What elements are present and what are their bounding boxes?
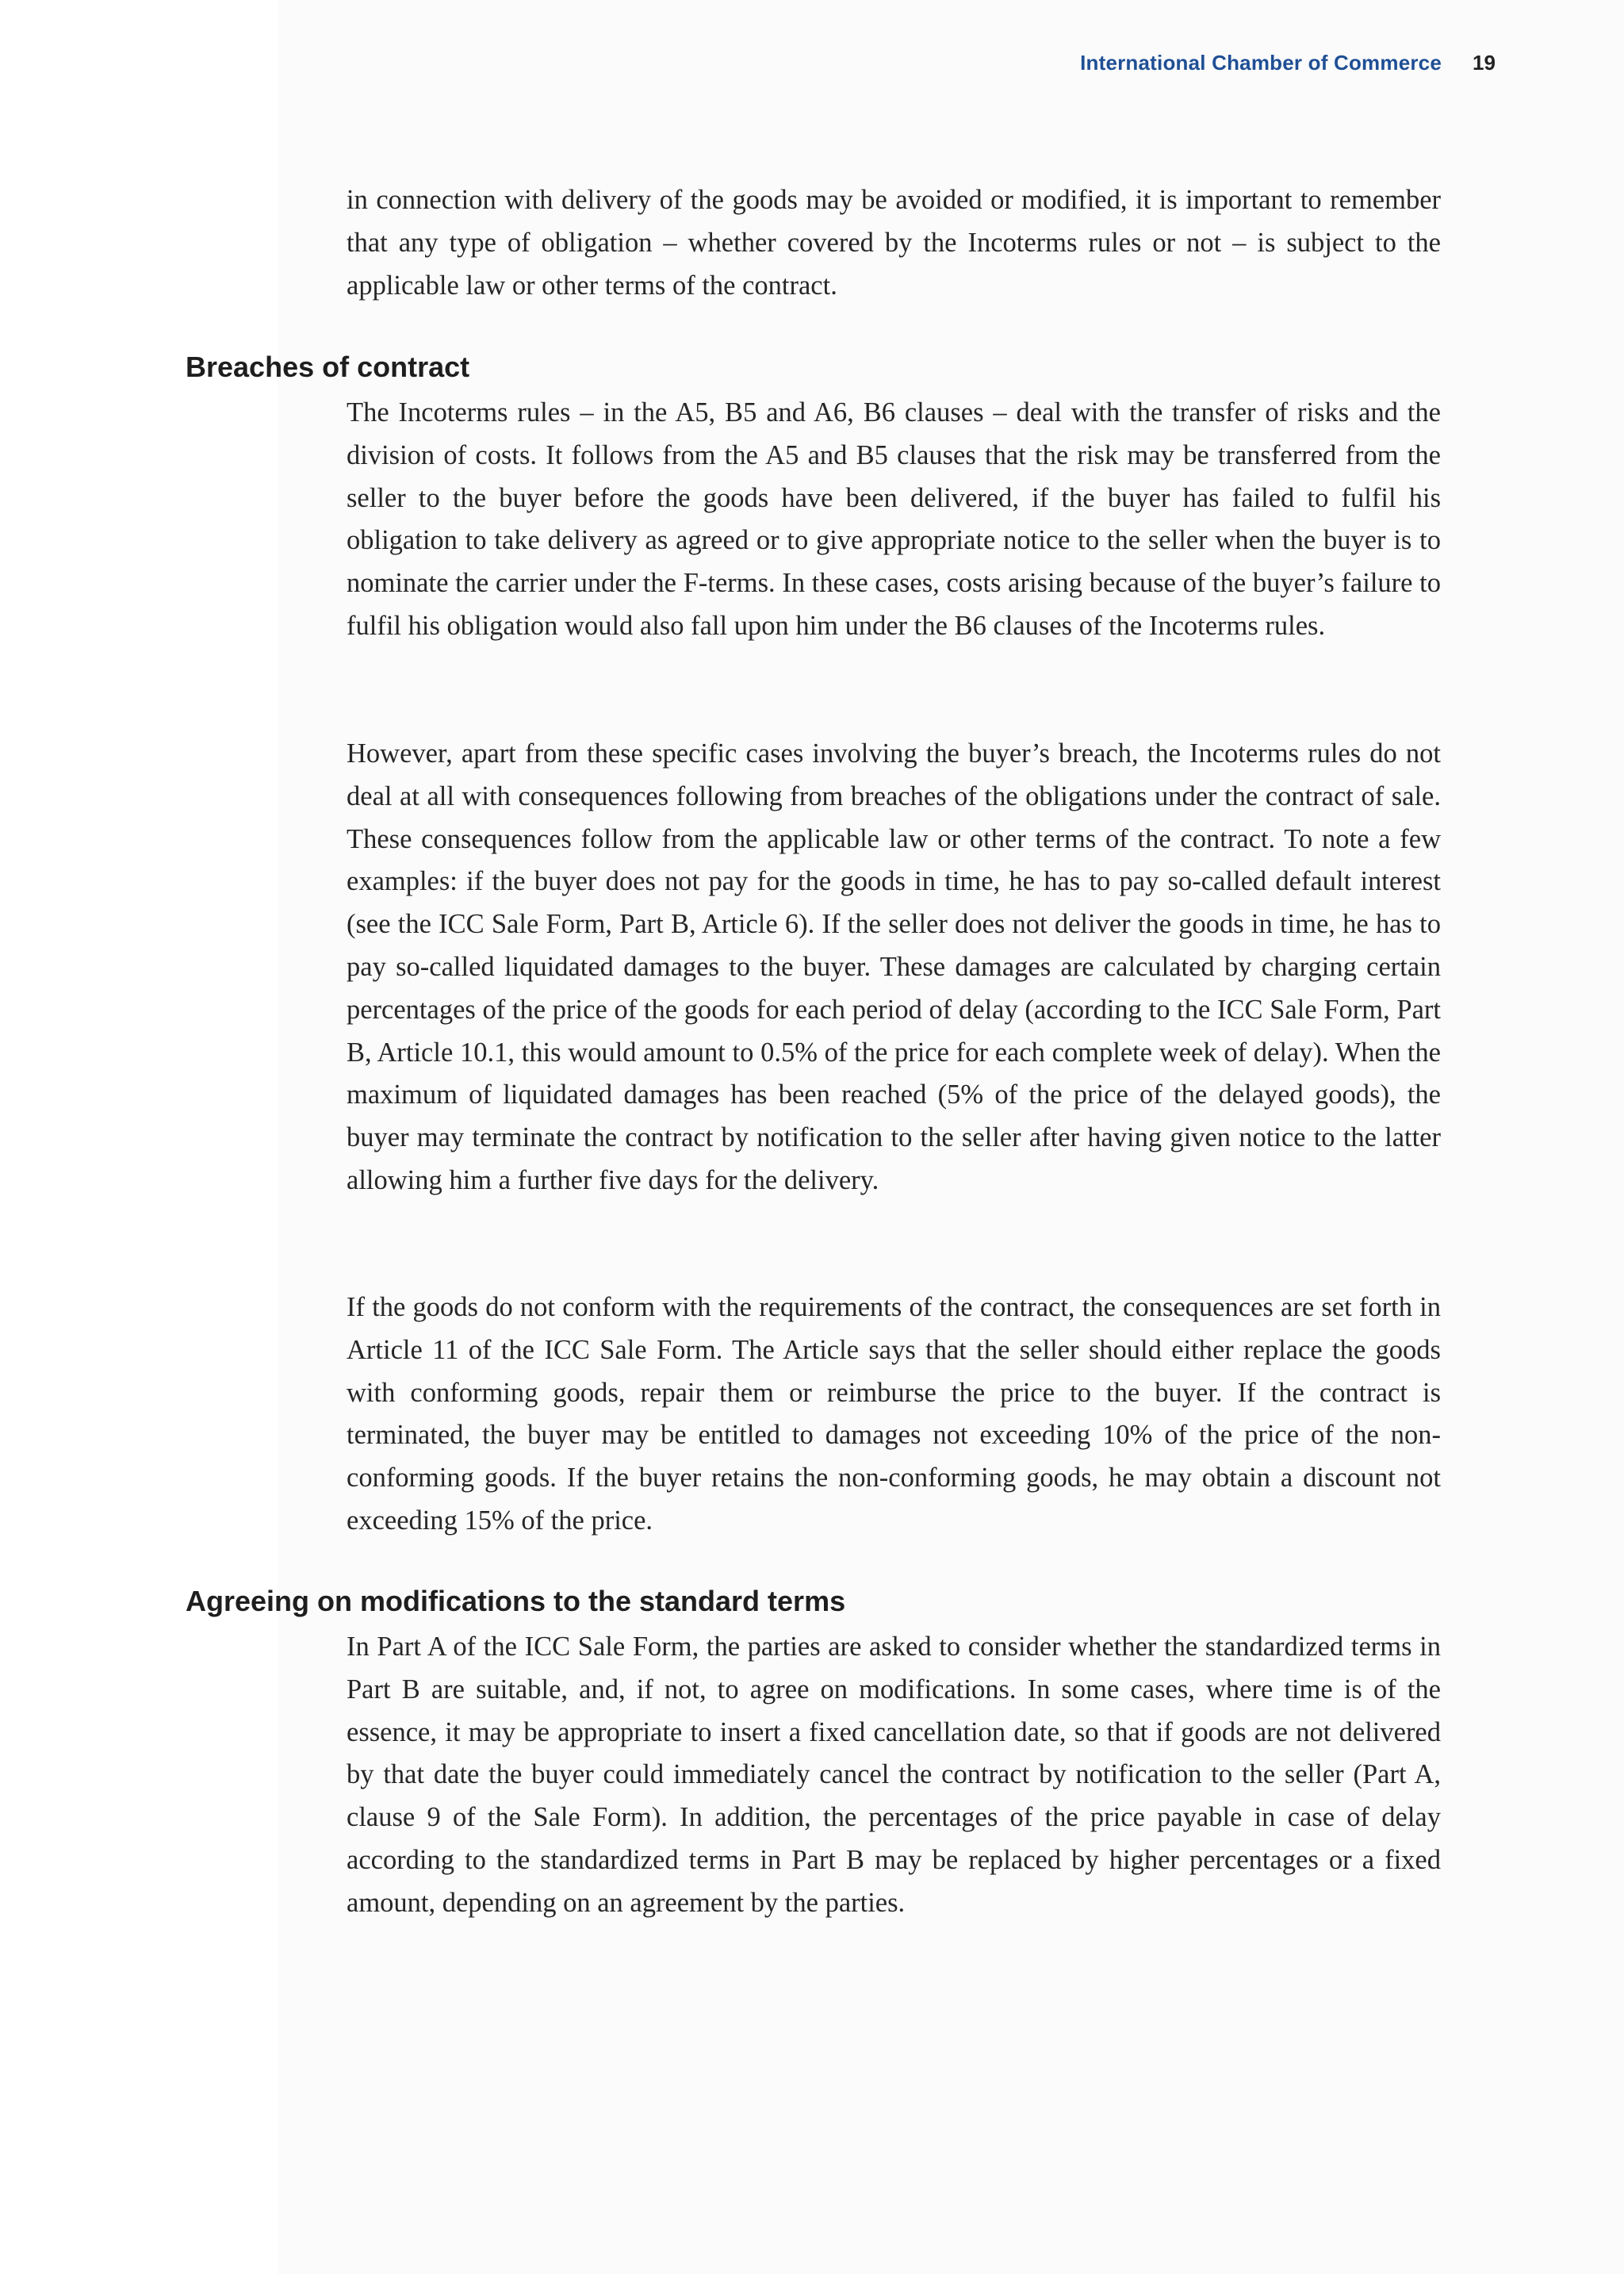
modifications-paragraph-1: In Part A of the ICC Sale Form, the parties are asked to consider whether the standardized terms in Part B are suitable, and, if not, to agree on modifications. In some cases, where time is of the essence, it may be appropriate to insert a fixed cancellation date, so that if goods are not delivered by that date the buyer could immediately cancel the contract by notification to the seller (Part A, clause 9 of the Sale Form). In addition, the percentages of the price payable in case of delay according to the standardized terms in Part B may be replaced by higher percentages or a fixed amount, depending on an agreement by the parties. bbox=[347, 1632, 1441, 1918]
intro-paragraph: in connection with delivery of the goods may be avoided or modified, it is important to remember that any type of obligation – whether covered by the Incoterms rules or not – is subject to the applicable law or other terms of the contract. bbox=[347, 185, 1441, 301]
header-organization: International Chamber of Commerce bbox=[1080, 51, 1442, 75]
breaches-paragraph-2: However, apart from these specific cases involving the buyer’s breach, the Incoterms rules do not deal at all with consequences following from breaches of the obligations under the contract of sale. These consequences follow from the applicable law or other terms of the contract. To note a few examples: if the buyer does not pay for the goods in time, he has to pay so-called default interest (see the ICC Sale Form, Part B, Article 6). If the seller does not deliver the goods in time, he has to pay so-called liquidated damages to the buyer. These damages are calculated by charging certain percentages of the price of the goods for each period of delay (according to the ICC Sale Form, Part B, Article 10.1, this would amount to 0.5% of the price for each complete week of delay). When the maximum of liquidated damages has been reached (5% of the price of the delayed goods), the buyer may terminate the contract by notification to the seller after having given notice to the latter allowing him a further five days for the delivery. bbox=[347, 738, 1441, 1195]
section-heading-modifications: Agreeing on modifications to the standard terms bbox=[186, 1585, 846, 1617]
page-number: 19 bbox=[1473, 51, 1496, 75]
breaches-paragraph-3: If the goods do not conform with the requirements of the contract, the consequences are set forth in Article 11 of the ICC Sale Form. The Article says that the seller should either replace the goods with conforming goods, repair them or reimburse the price to the buyer. If the contract is terminated, the buyer may be entitled to damages not exceeding 10% of the price of the non-conforming goods. If the buyer retains the non-conforming goods, he may obtain a discount not exceeding 15% of the price. bbox=[347, 1292, 1441, 1536]
section-heading-breaches: Breaches of contract bbox=[186, 351, 470, 383]
breaches-paragraph-1: The Incoterms rules – in the A5, B5 and A6, B6 clauses – deal with the transfer of risks and the division of costs. It follows from the A5 and B5 clauses that the risk may be transferred from the seller to the buyer before the goods have been delivered, if the buyer has failed to fulfil his obligation to take delivery as agreed or to give appropriate notice to the seller when the buyer is to nominate the carrier under the F-terms. In these cases, costs arising because of the buyer’s failure to fulfil his obligation would also fall upon him under the B6 clauses of the Incoterms rules. bbox=[347, 397, 1441, 641]
page-header bbox=[0, 51, 1624, 82]
